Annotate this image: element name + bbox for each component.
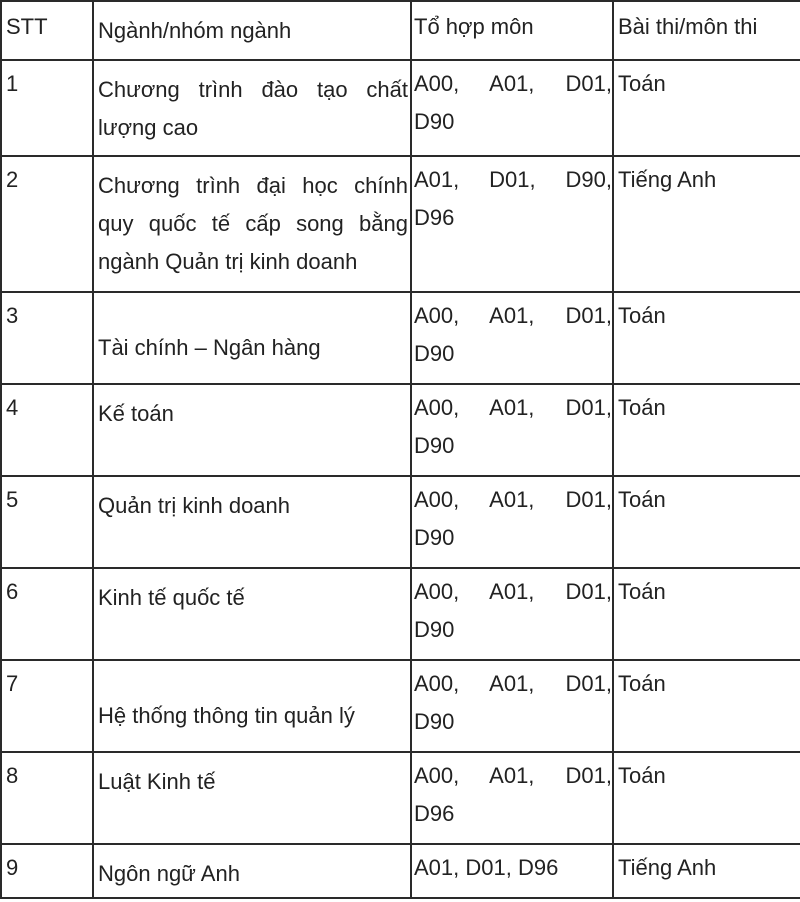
row-nganh bbox=[93, 844, 411, 898]
to-hop-line: D96 bbox=[414, 205, 455, 230]
row-nganh bbox=[93, 292, 411, 384]
to-hop-line: D90 bbox=[414, 341, 455, 366]
row-bai-thi: Toán bbox=[613, 568, 800, 660]
to-hop-line: A00, A01, D01, bbox=[414, 579, 612, 604]
table-row bbox=[1, 844, 800, 898]
nganh-line: Chương trình đại học chính bbox=[98, 173, 408, 198]
to-hop-line: A01, D01, D90, bbox=[414, 167, 612, 192]
row-stt: 1 bbox=[1, 60, 93, 156]
row-bai-thi: Toán bbox=[613, 660, 800, 752]
row-stt: 2 bbox=[1, 156, 93, 292]
to-hop-line: D90 bbox=[414, 433, 455, 458]
table-row bbox=[1, 292, 800, 384]
row-to-hop bbox=[411, 568, 613, 660]
row-stt: 5 bbox=[1, 476, 93, 568]
row-bai-thi: Toán bbox=[613, 752, 800, 844]
row-nganh bbox=[93, 60, 411, 156]
to-hop-line: A00, A01, D01, bbox=[414, 303, 612, 328]
row-to-hop: A01, D01, D96 bbox=[411, 844, 613, 898]
row-bai-thi: Tiếng Anh bbox=[613, 156, 800, 292]
row-bai-thi: Toán bbox=[613, 292, 800, 384]
row-nganh bbox=[93, 384, 411, 476]
nganh-text: Hệ thống thông tin quản lý bbox=[98, 703, 355, 728]
nganh-line: quy quốc tế cấp song bằng bbox=[98, 211, 408, 236]
to-hop-line: A00, A01, D01, bbox=[414, 763, 612, 788]
nganh-text: Ngôn ngữ Anh bbox=[98, 861, 240, 886]
row-nganh bbox=[93, 568, 411, 660]
row-bai-thi: Tiếng Anh bbox=[613, 844, 800, 898]
row-stt: 8 bbox=[1, 752, 93, 844]
table-row bbox=[1, 752, 800, 844]
table-row bbox=[1, 476, 800, 568]
row-stt: 9 bbox=[1, 844, 93, 898]
row-bai-thi: Toán bbox=[613, 60, 800, 156]
row-nganh bbox=[93, 660, 411, 752]
nganh-line: ngành Quản trị kinh doanh bbox=[98, 249, 358, 274]
row-to-hop bbox=[411, 60, 613, 156]
row-to-hop bbox=[411, 660, 613, 752]
header-bai-thi: Bài thi/môn thi bbox=[613, 1, 800, 60]
cell-spacer bbox=[98, 671, 408, 697]
row-stt: 6 bbox=[1, 568, 93, 660]
to-hop-line: A00, A01, D01, bbox=[414, 395, 612, 420]
nganh-text: Kinh tế quốc tế bbox=[98, 585, 245, 610]
to-hop-line: D90 bbox=[414, 109, 455, 134]
header-nganh: Ngành/nhóm ngành bbox=[93, 1, 411, 60]
to-hop-line: D90 bbox=[414, 525, 455, 550]
table-header-row bbox=[1, 1, 800, 60]
row-stt: 3 bbox=[1, 292, 93, 384]
table-row bbox=[1, 568, 800, 660]
row-bai-thi: Toán bbox=[613, 384, 800, 476]
row-to-hop bbox=[411, 292, 613, 384]
to-hop-line: D96 bbox=[414, 801, 455, 826]
row-bai-thi: Toán bbox=[613, 476, 800, 568]
row-to-hop bbox=[411, 476, 613, 568]
nganh-line: Chương trình đào tạo chất bbox=[98, 77, 408, 102]
table-row bbox=[1, 60, 800, 156]
to-hop-line: D90 bbox=[414, 617, 455, 642]
row-nganh bbox=[93, 476, 411, 568]
row-stt: 7 bbox=[1, 660, 93, 752]
row-stt: 4 bbox=[1, 384, 93, 476]
to-hop-line: A00, A01, D01, bbox=[414, 71, 612, 96]
table-row bbox=[1, 384, 800, 476]
header-to-hop: Tổ hợp môn bbox=[411, 1, 613, 60]
row-nganh bbox=[93, 752, 411, 844]
row-to-hop bbox=[411, 752, 613, 844]
nganh-text: Luật Kinh tế bbox=[98, 769, 216, 794]
nganh-text: Kế toán bbox=[98, 401, 174, 426]
table-row bbox=[1, 156, 800, 292]
to-hop-line: A00, A01, D01, bbox=[414, 487, 612, 512]
row-nganh bbox=[93, 156, 411, 292]
nganh-text: Tài chính – Ngân hàng bbox=[98, 335, 321, 360]
to-hop-line: D90 bbox=[414, 709, 455, 734]
to-hop-line: A00, A01, D01, bbox=[414, 671, 612, 696]
cell-spacer bbox=[98, 303, 408, 329]
row-to-hop bbox=[411, 384, 613, 476]
table-row bbox=[1, 660, 800, 752]
row-to-hop bbox=[411, 156, 613, 292]
nganh-line: lượng cao bbox=[98, 115, 199, 140]
header-stt: STT bbox=[1, 1, 93, 60]
nganh-text: Quản trị kinh doanh bbox=[98, 493, 291, 518]
